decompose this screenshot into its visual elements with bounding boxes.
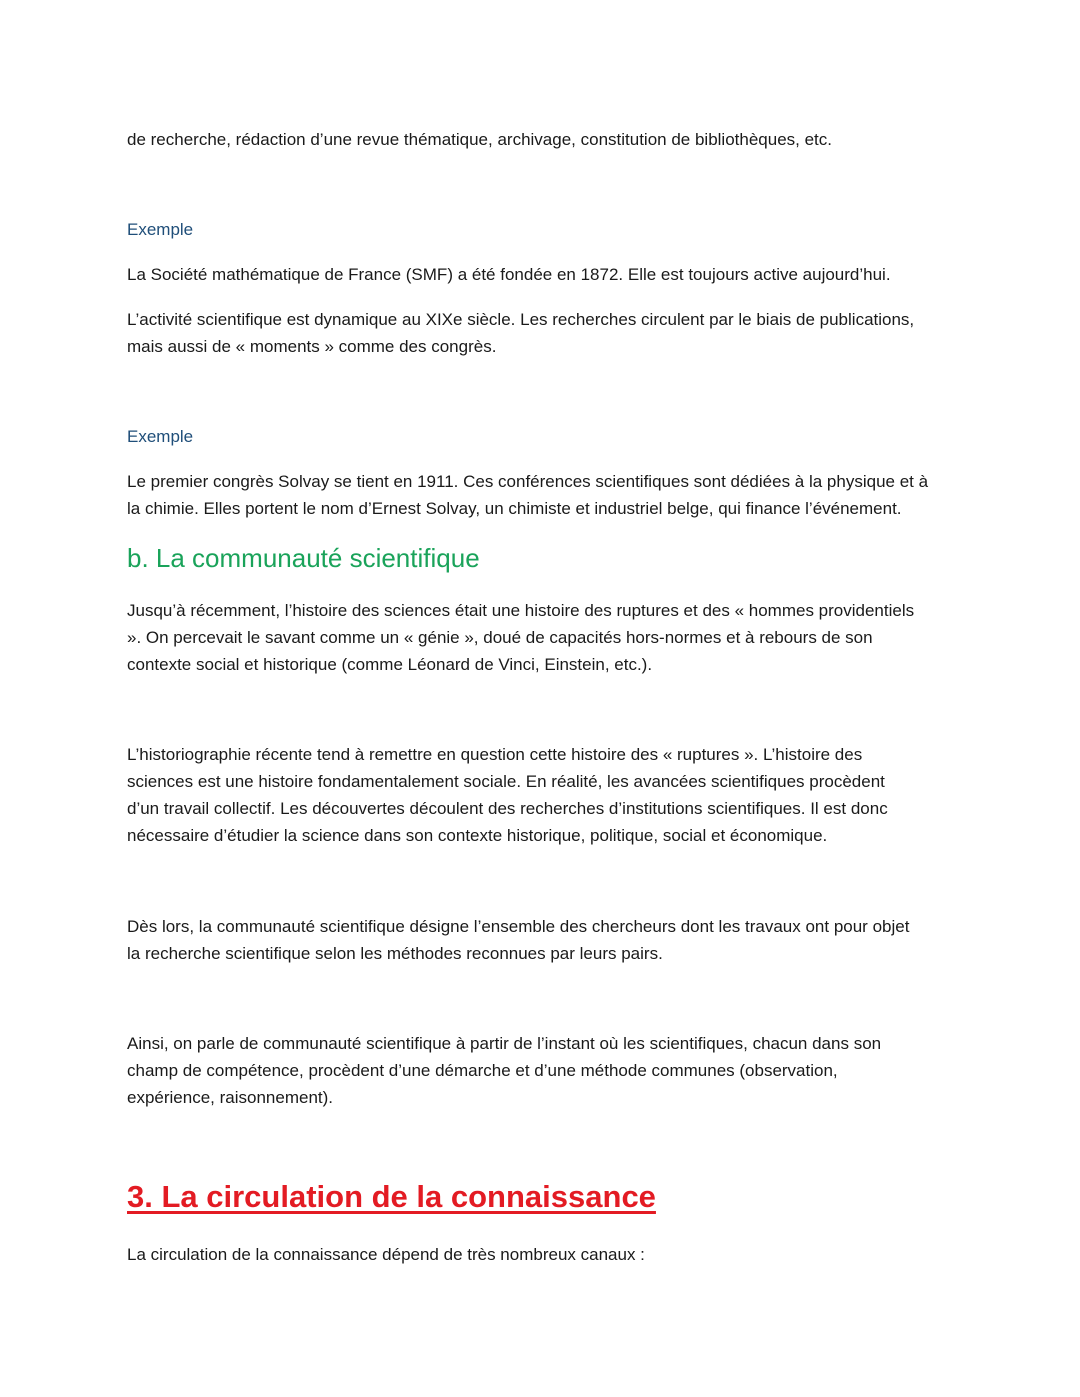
- section-subheading: b. La communauté scientifique: [127, 543, 480, 573]
- paragraph-solvay: Le premier congrès Solvay se tient en 1911. Ces conférences scientifiques sont dédiées à la physique et à la chimie. Elles portent le nom d’Ernest Solvay, un chimiste et industriel belge, qui finance l’événement.: [127, 472, 929, 518]
- example-label: Exemple: [127, 427, 194, 446]
- paragraph-research-activities: de recherche, rédaction d’une revue thématique, archivage, constitution de bibliothèques, etc.: [127, 130, 833, 149]
- paragraph-scientific-activity: L’activité scientifique est dynamique au XIXe siècle. Les recherches circulent par le biais de publications, mais aussi de « moments » comme des congrès.: [127, 310, 915, 356]
- paragraph-history-of-sciences: Jusqu’à récemment, l’histoire des sciences était une histoire des ruptures et des « hommes providentiels ». On percevait le savant comme un « génie », doué de capacités hors-normes et à rebours de son contexte social et historique (comme Léonard de Vinci, Einstein, etc.).: [127, 601, 915, 674]
- paragraph-smf: La Société mathématique de France (SMF) a été fondée en 1872. Elle est toujours active aujourd’hui.: [127, 265, 891, 284]
- paragraph-knowledge-channels: La circulation de la connaissance dépend de très nombreux canaux :: [127, 1245, 645, 1264]
- example-label: Exemple: [127, 220, 194, 239]
- paragraph-scientific-community-definition: Dès lors, la communauté scientifique désigne l’ensemble des chercheurs dont les travaux ont pour objet la recherche scientifique selon les méthodes reconnues par leurs pairs.: [127, 917, 910, 963]
- section-heading: 3. La circulation de la connaissance: [127, 1179, 656, 1214]
- paragraph-historiography: L’historiographie récente tend à remettre en question cette histoire des « ruptures ». L’histoire des sciences est une histoire fondamentalement sociale. En réalité, les avancées scientifiques procèdent d’un travail collectif. Les découvertes découlent des recherches d’institutions scientifiques. Il est donc nécessaire d’étudier la science dans son contexte historique, politique, social et économique.: [127, 745, 888, 845]
- paragraph-scientific-community-method: Ainsi, on parle de communauté scientifique à partir de l’instant où les scientifiques, chacun dans son champ de compétence, procèdent d’une démarche et d’une méthode communes (observation, expérience, raisonnement).: [127, 1034, 882, 1107]
